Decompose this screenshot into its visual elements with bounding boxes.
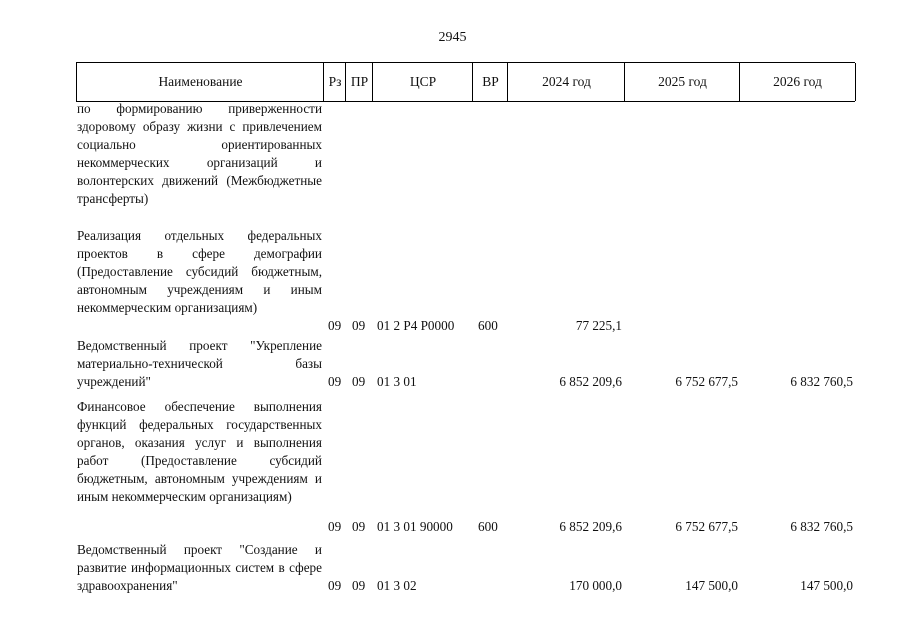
row-name: Ведомственный проект "Укрепление материально-технической базы учреждений" [77, 338, 322, 389]
header-csr: ЦСР [372, 63, 473, 101]
row-pr: 09 [352, 519, 366, 534]
header-vr: ВР [472, 63, 508, 101]
row-rz: 09 [328, 519, 342, 534]
row-csr: 01 3 02 [377, 578, 417, 593]
header-2026: 2026 год [739, 63, 856, 101]
row-rz: 09 [328, 578, 342, 593]
row-csr: 01 2 Р4 Р0000 [377, 318, 455, 333]
row-rz: 09 [328, 374, 342, 389]
row-rz: 09 [328, 318, 342, 333]
row-vr: 600 [478, 519, 498, 534]
header-2025: 2025 год [624, 63, 740, 101]
row-csr: 01 3 01 [377, 374, 417, 389]
row-2025: 147 500,0 [685, 578, 738, 593]
row-2025: 6 752 677,5 [675, 519, 738, 534]
row-pr: 09 [352, 578, 366, 593]
header-name: Наименование [76, 63, 324, 101]
row-2024: 77 225,1 [575, 318, 622, 333]
header-pr: ПР [345, 63, 373, 101]
row-name: Финансовое обеспечение выполнения функций федеральных государственных органов, оказания услуг и выполнения работ (Предоставление субсидий бюджетным, автономным учреждениям и иным некоммерческим организациям) [77, 399, 322, 504]
row-2024: 170 000,0 [569, 578, 622, 593]
row-name: Ведомственный проект "Создание и развитие информационных систем в сфере здравоохранения" [77, 542, 322, 593]
row-2024: 6 852 209,6 [559, 519, 622, 534]
header-2024: 2024 год [507, 63, 625, 101]
row-name: по формированию приверженности здоровому образу жизни с привлечением социально ориентированных некоммерческих организаций и волонтерских движений (Межбюджетные трансферты) [77, 101, 322, 206]
row-2026: 6 832 760,5 [790, 374, 853, 389]
table-header-row [76, 62, 855, 102]
row-2026: 147 500,0 [800, 578, 853, 593]
row-vr: 600 [478, 318, 498, 333]
row-2025: 6 752 677,5 [675, 374, 738, 389]
row-name: Реализация отдельных федеральных проектов в сфере демографии (Предоставление субсидий бюджетным, автономным учреждениям и иным некоммерческим организациям) [77, 228, 322, 315]
row-2024: 6 852 209,6 [559, 374, 622, 389]
row-pr: 09 [352, 318, 366, 333]
row-csr: 01 3 01 90000 [377, 519, 453, 534]
row-pr: 09 [352, 374, 366, 389]
page-number: 2945 [438, 30, 467, 45]
header-rz: Рз [323, 63, 346, 101]
row-2026: 6 832 760,5 [790, 519, 853, 534]
